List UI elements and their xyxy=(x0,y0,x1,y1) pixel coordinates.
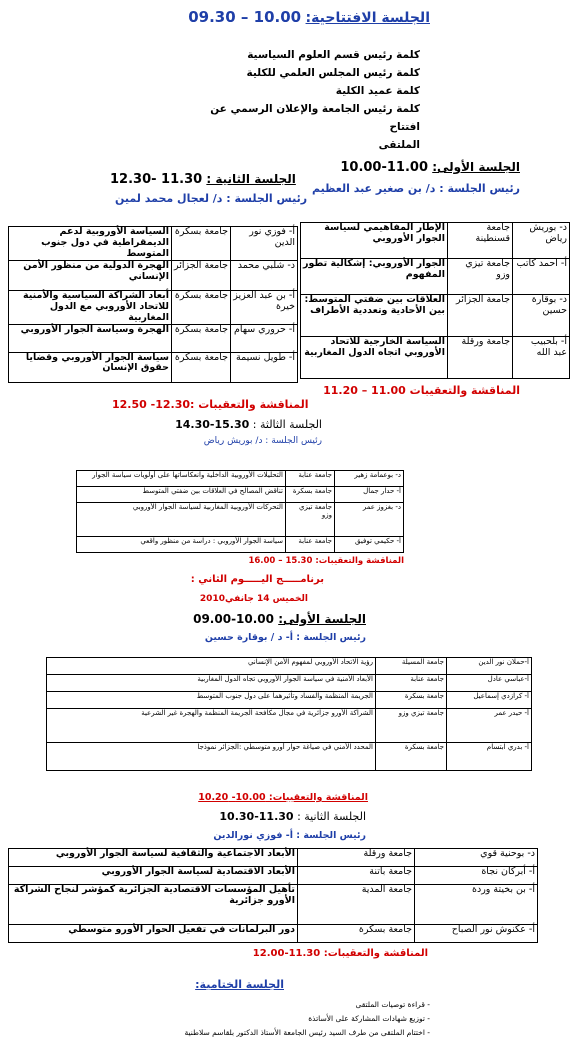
table-row xyxy=(9,849,538,867)
table-row xyxy=(301,337,570,379)
speech-item: كلمة رئيس المجلس العلمي للكلية xyxy=(246,67,420,79)
speech-item: كلمة عميد الكلية xyxy=(335,85,420,97)
d1s2-discussion: المناقشة والتعقيبات :12.30- 12.50 xyxy=(112,398,309,411)
speech-item: كلمة رئيس قسم العلوم السياسية xyxy=(247,49,420,61)
talk-topic: الإطار المفاهيمي لسياسة الجوار الأوروبي xyxy=(301,223,448,259)
table-row xyxy=(77,537,404,553)
d1s1-label: الجلسة الأولى: xyxy=(432,160,520,174)
talk-topic: الهجرة وسياسة الجوار الأوروبي xyxy=(9,324,172,352)
speaker-name: أ- عكنوش نور الصباح xyxy=(415,925,538,943)
d2s1-discussion: المناقشة والتعقيبات: 10.00- 10.20 xyxy=(198,792,368,803)
table-row xyxy=(9,324,298,352)
talk-topic: السياسة الأوروبية لدعم الديمقراطية في دول جنوب المتوسط xyxy=(9,227,172,261)
speaker-name: أ- حروري سهام xyxy=(231,324,298,352)
speaker-name: أ- بلحبيب عبد الله xyxy=(513,337,570,379)
speaker-university: جامعة تيزي وزو xyxy=(376,709,447,743)
speaker-name: أ- حيدر عمر xyxy=(447,709,532,743)
talk-topic: الهجرة الدولية من منظور الأمن الإنساني xyxy=(9,260,172,290)
d2s2-heading xyxy=(219,810,366,823)
day2-title: برنامـــــج اليـــــوم الثاني : xyxy=(190,574,324,585)
speaker-name: أ- فوزي نور الدين xyxy=(231,227,298,261)
table-row xyxy=(9,925,538,943)
table-row xyxy=(77,503,404,537)
speaker-name: د- بوريش رياض xyxy=(513,223,570,259)
d1s3-table xyxy=(76,470,404,553)
speaker-name: د- شلبي محمد xyxy=(231,260,298,290)
speaker-university: جامعة عنابة xyxy=(376,675,447,692)
talk-topic: تأهيل المؤسسات الاقتصادية الجزائرية كمؤشر لنجاح الشراكة الأورو جزائرية xyxy=(9,885,298,925)
speaker-name: أ-حملان نور الدين xyxy=(447,658,532,675)
d1s2-table xyxy=(8,226,298,383)
d2s2-discussion: المناقشة والتعقيبات: 11.30-12.00 xyxy=(252,948,428,959)
speaker-name: د- بوعمامة زهير xyxy=(335,471,404,487)
talk-topic: الأبعاد الاجتماعية والثقافية لسياسة الجوار الأوروبي xyxy=(9,849,298,867)
speaker-university: جامعة المدية xyxy=(298,885,415,925)
d1s1-heading xyxy=(340,160,520,175)
d2s2-time: 11.30-10.30 xyxy=(219,810,294,823)
talk-topic: المحدد الأمني في صياغة حوار أورو متوسطي :الجزائر نموذجا xyxy=(47,743,376,771)
talk-topic: سياسة الجوار الأوروبي وقضايا حقوق الإنسان xyxy=(9,352,172,382)
speaker-university: جامعة قسنطينة xyxy=(448,223,513,259)
table-row xyxy=(9,227,298,261)
speaker-university: جامعة الجزائر xyxy=(448,295,513,337)
speaker-name: أ- بن عبد العزيز خيرة xyxy=(231,290,298,324)
d1s2-heading xyxy=(110,172,296,187)
speaker-university: جامعة بسكرة xyxy=(172,227,231,261)
d1s2-label: الجلسة الثانية : xyxy=(206,172,296,186)
opening-speeches xyxy=(180,46,420,154)
opening-time: 10.00 – 09.30 xyxy=(188,8,302,26)
speaker-name: أ- بدري ابتسام xyxy=(447,743,532,771)
closing-heading: الجلسة الختامية: xyxy=(195,978,284,991)
day2-date: الخميس 14 جانفي2010 xyxy=(199,594,308,604)
table-row xyxy=(9,290,298,324)
d1s3-chair: رئيس الجلسة : د/ بوريش رياض xyxy=(203,436,322,446)
speech-item: الملتقى xyxy=(378,139,420,151)
d1s2-time: 11.30 -12.30 xyxy=(110,172,203,187)
list-item: - توزيع شهادات المشاركة على الأساتذة xyxy=(10,1012,430,1026)
table-row xyxy=(47,743,532,771)
talk-topic: رؤية الاتحاد الأوروبي لمفهوم الأمن الإنساني xyxy=(47,658,376,675)
speaker-name: أ-عباسي عادل xyxy=(447,675,532,692)
speaker-university: جامعة بسكرة xyxy=(172,324,231,352)
talk-topic: تناقض المصالح في العلاقات بين ضفتي المتوسط xyxy=(77,487,286,503)
list-item: - اختتام الملتقى من طرف السيد رئيس الجامعة الأستاذ الدكتور بلقاسم سلاطنية xyxy=(10,1026,430,1040)
speech-item: كلمة رئيس الجامعة والإعلان الرسمي عن افتتاح xyxy=(210,103,420,133)
talk-topic: دور البرلمانات في تفعيل الحوار الأورو متوسطي xyxy=(9,925,298,943)
speaker-name: د- بوقارة حسين xyxy=(513,295,570,337)
d2s1-label: الجلسة الأولى: xyxy=(278,612,366,626)
d1s3-discussion: المناقشة والتعقيبات: 15.30 – 16.00 xyxy=(248,556,404,566)
speaker-university: جامعة الجزائر xyxy=(172,260,231,290)
speaker-university: جامعة ورقلة xyxy=(448,337,513,379)
table-row xyxy=(77,487,404,503)
speaker-university: جامعة عنابة xyxy=(286,471,335,487)
speaker-university: جامعة تيزي وزو xyxy=(286,503,335,537)
d1s1-chair: رئيس الجلسة : د/ بن صغير عبد العظيم xyxy=(311,182,520,195)
speaker-name: د- بغزوز عمر xyxy=(335,503,404,537)
d1s2-chair: رئيس الجلسة : د/ لعجال محمد لمين xyxy=(115,192,308,205)
table-row xyxy=(301,295,570,337)
d1s3-time: 15.30-14.30 xyxy=(175,418,250,431)
d2s1-time: 10.00-09.00 xyxy=(193,612,275,626)
talk-topic: التحركات الأوروبية المغاربية لسياسة الجوار الأوروبي xyxy=(77,503,286,537)
d2s1-chair: رئيس الجلسة : أ- د / بوقارة حسين xyxy=(204,632,366,643)
table-row xyxy=(77,471,404,487)
talk-topic: الأبعاد الأمنية في سياسة الجوار الأوروبي تجاه الدول المغاربية xyxy=(47,675,376,692)
speaker-name: أ- كرازدي إسماعيل xyxy=(447,692,532,709)
table-row xyxy=(47,692,532,709)
d2s2-table xyxy=(8,848,538,943)
opening-label: الجلسة الافتتاحية: xyxy=(305,10,430,26)
speaker-name: أ- احمد كاتب xyxy=(513,259,570,295)
speaker-name: أ- أبركان نجاة xyxy=(415,867,538,885)
table-row xyxy=(9,885,538,925)
closing-list xyxy=(10,998,430,1040)
speaker-name: أ- طويل نسيمة xyxy=(231,352,298,382)
speaker-university: جامعة بسكرة xyxy=(286,487,335,503)
speaker-name: د- بوحنية قوي xyxy=(415,849,538,867)
d1s1-discussion: المناقشة والتعقيبات 11.00 – 11.20 xyxy=(323,384,520,397)
table-row xyxy=(9,867,538,885)
talk-topic: سياسة الجوار الأوروبي : دراسة من منظور واقعي xyxy=(77,537,286,553)
d1s1-table xyxy=(300,222,570,379)
talk-topic: العلاقات بين ضفتي المتوسط: بين الأحادية وتعددية الأطراف xyxy=(301,295,448,337)
d2s1-table xyxy=(46,657,532,771)
d2s1-heading xyxy=(193,612,366,626)
table-row xyxy=(47,658,532,675)
table-row xyxy=(47,675,532,692)
d1s3-heading xyxy=(175,418,322,431)
speaker-university: جامعة ورقلة xyxy=(298,849,415,867)
speaker-name: أ- بن بخيتة وردة xyxy=(415,885,538,925)
speaker-university: جامعة بسكرة xyxy=(376,692,447,709)
speaker-name: أ- حدار جمال xyxy=(335,487,404,503)
speaker-name: أ- حكيمي توفيق xyxy=(335,537,404,553)
talk-topic: الجريمة المنظمة والفساد وتأثيرهما على دول جنوب المتوسط xyxy=(47,692,376,709)
speaker-university: جامعة بسكرة xyxy=(172,290,231,324)
talk-topic: السياسة الخارجية للاتحاد الأوروبي اتجاه الدول المغاربية xyxy=(301,337,448,379)
d1s1-time: 11.00-10.00 xyxy=(340,160,429,175)
table-row xyxy=(9,260,298,290)
table-row xyxy=(301,259,570,295)
speaker-university: جامعة تيزي وزو xyxy=(448,259,513,295)
speaker-university: جامعة المسيلة xyxy=(376,658,447,675)
speaker-university: جامعة باتنة xyxy=(298,867,415,885)
opening-heading xyxy=(188,8,430,26)
talk-topic: التحليلات الأوروبية الداخلية وانعكاساتها على أولويات سياسة الجوار xyxy=(77,471,286,487)
talk-topic: الشراكة الأورو جزائرية في مجال مكافحة الجريمة المنظمة والهجرة غير الشرعية xyxy=(47,709,376,743)
list-item: - قراءة توصيات الملتقى xyxy=(10,998,430,1012)
speaker-university: جامعة عنابة xyxy=(286,537,335,553)
d2s2-label: الجلسة الثانية : xyxy=(297,810,366,823)
speaker-university: جامعة بسكرة xyxy=(172,352,231,382)
speaker-university: جامعة بسكرة xyxy=(376,743,447,771)
talk-topic: أبعاد الشراكة السياسية والأمنية للاتحاد الأوروبي مع الدول المغاربية xyxy=(9,290,172,324)
talk-topic: الجوار الأوروبي: إشكالية تطور المفهوم xyxy=(301,259,448,295)
d2s2-chair: رئيس الجلسة : أ- فوزي نورالدين xyxy=(213,830,366,841)
table-row xyxy=(9,352,298,382)
table-row xyxy=(301,223,570,259)
table-row xyxy=(47,709,532,743)
speaker-university: جامعة بسكرة xyxy=(298,925,415,943)
d1s3-label: الجلسة الثالثة : xyxy=(252,418,322,431)
talk-topic: الأبعاد الاقتصادية لسياسة الجوار الأوروبي xyxy=(9,867,298,885)
